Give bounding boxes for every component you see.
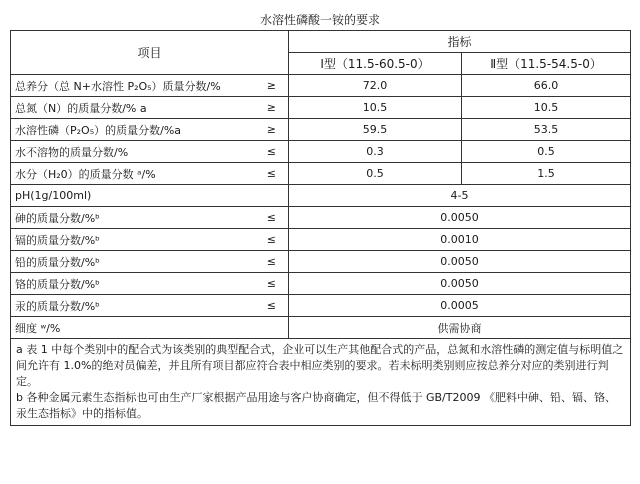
row-label: 水分（H₂0）的质量分数 ᵃ/%: [15, 167, 156, 181]
table-row-fineness: [11, 317, 631, 339]
value-type2: 10.5: [462, 97, 631, 119]
comparison-symbol: ≤: [266, 167, 276, 180]
comparison-symbol: ≤: [266, 211, 276, 224]
comparison-symbol: ≤: [266, 233, 276, 246]
header-indicator: 指标: [289, 31, 631, 53]
table-row: [11, 207, 631, 229]
table-notes-row: [11, 339, 631, 426]
table-row: [11, 141, 631, 163]
comparison-symbol: ≥: [266, 79, 276, 92]
value-type1: 72.0: [289, 75, 462, 97]
value-merged: 0.0050: [289, 251, 631, 273]
row-label: 水不溶物的质量分数/%: [15, 145, 129, 159]
header-row-1: [11, 31, 631, 53]
value-type2: 1.5: [462, 163, 631, 185]
comparison-symbol: ≤: [266, 299, 276, 312]
value-merged: 0.0050: [289, 207, 631, 229]
table-row: [11, 273, 631, 295]
comparison-symbol: ≤: [266, 277, 276, 290]
comparison-symbol: ≤: [266, 145, 276, 158]
row-label: 汞的质量分数/%ᵇ: [15, 299, 100, 313]
row-label: 铬的质量分数/%ᵇ: [15, 277, 100, 291]
value-type1: 59.5: [289, 119, 462, 141]
row-label: 水溶性磷（P₂O₅）的质量分数/%a: [15, 123, 182, 137]
table-notes: [11, 339, 631, 426]
requirements-table: [10, 30, 631, 426]
value-type2: 66.0: [462, 75, 631, 97]
value-merged: 供需协商: [289, 317, 631, 339]
footnote-a: a 表 1 中每个类别中的配合式为该类别的典型配合式，企业可以生产其他配合式的产品，总氮和水溶性磷的测定值与标明值之间允许有 1.0%的绝对员偏差，并且所有项目都应符合表中相应类别的要求。若未标明类别则应按总养分对应的类别进行判定。: [16, 343, 624, 388]
row-label: 细度 ʷ/%: [11, 317, 289, 339]
table-row: [11, 119, 631, 141]
value-merged: 0.0010: [289, 229, 631, 251]
table-row-ph: [11, 185, 631, 207]
header-type2: Ⅱ型（11.5-54.5-0）: [462, 53, 631, 75]
row-label: 镉的质量分数/%ᵇ: [15, 233, 100, 247]
value-merged: 0.0050: [289, 273, 631, 295]
table-row: [11, 163, 631, 185]
table-row: [11, 295, 631, 317]
row-label: 总氮（N）的质量分数/% a: [15, 101, 147, 115]
comparison-symbol: ≥: [266, 101, 276, 114]
value-type2: 53.5: [462, 119, 631, 141]
value-merged: 4-5: [289, 185, 631, 207]
footnote-b: b 各种金属元素生态指标也可由生产厂家根据产品用途与客户协商确定，但不得低于 GB/T2009 《肥料中砷、铅、镉、铬、汞生态指标》中的指标值。: [16, 391, 616, 420]
row-label: 砷的质量分数/%ᵇ: [15, 211, 100, 225]
table-row: [11, 97, 631, 119]
table-row: [11, 75, 631, 97]
table-row: [11, 229, 631, 251]
comparison-symbol: ≤: [266, 255, 276, 268]
value-type1: 10.5: [289, 97, 462, 119]
value-type1: 0.5: [289, 163, 462, 185]
comparison-symbol: ≥: [266, 123, 276, 136]
row-label: 总养分（总 N+水溶性 P₂O₅）质量分数/%: [15, 79, 221, 93]
row-label: 铅的质量分数/%ᵇ: [15, 255, 100, 269]
value-type2: 0.5: [462, 141, 631, 163]
header-type1: Ⅰ型（11.5-60.5-0）: [289, 53, 462, 75]
table-row: [11, 251, 631, 273]
row-label: pH(1g/100ml): [11, 185, 289, 207]
value-type1: 0.3: [289, 141, 462, 163]
value-merged: 0.0005: [289, 295, 631, 317]
header-item: 项目: [11, 31, 289, 75]
page-title: 水溶性磷酸一铵的要求: [259, 13, 380, 27]
